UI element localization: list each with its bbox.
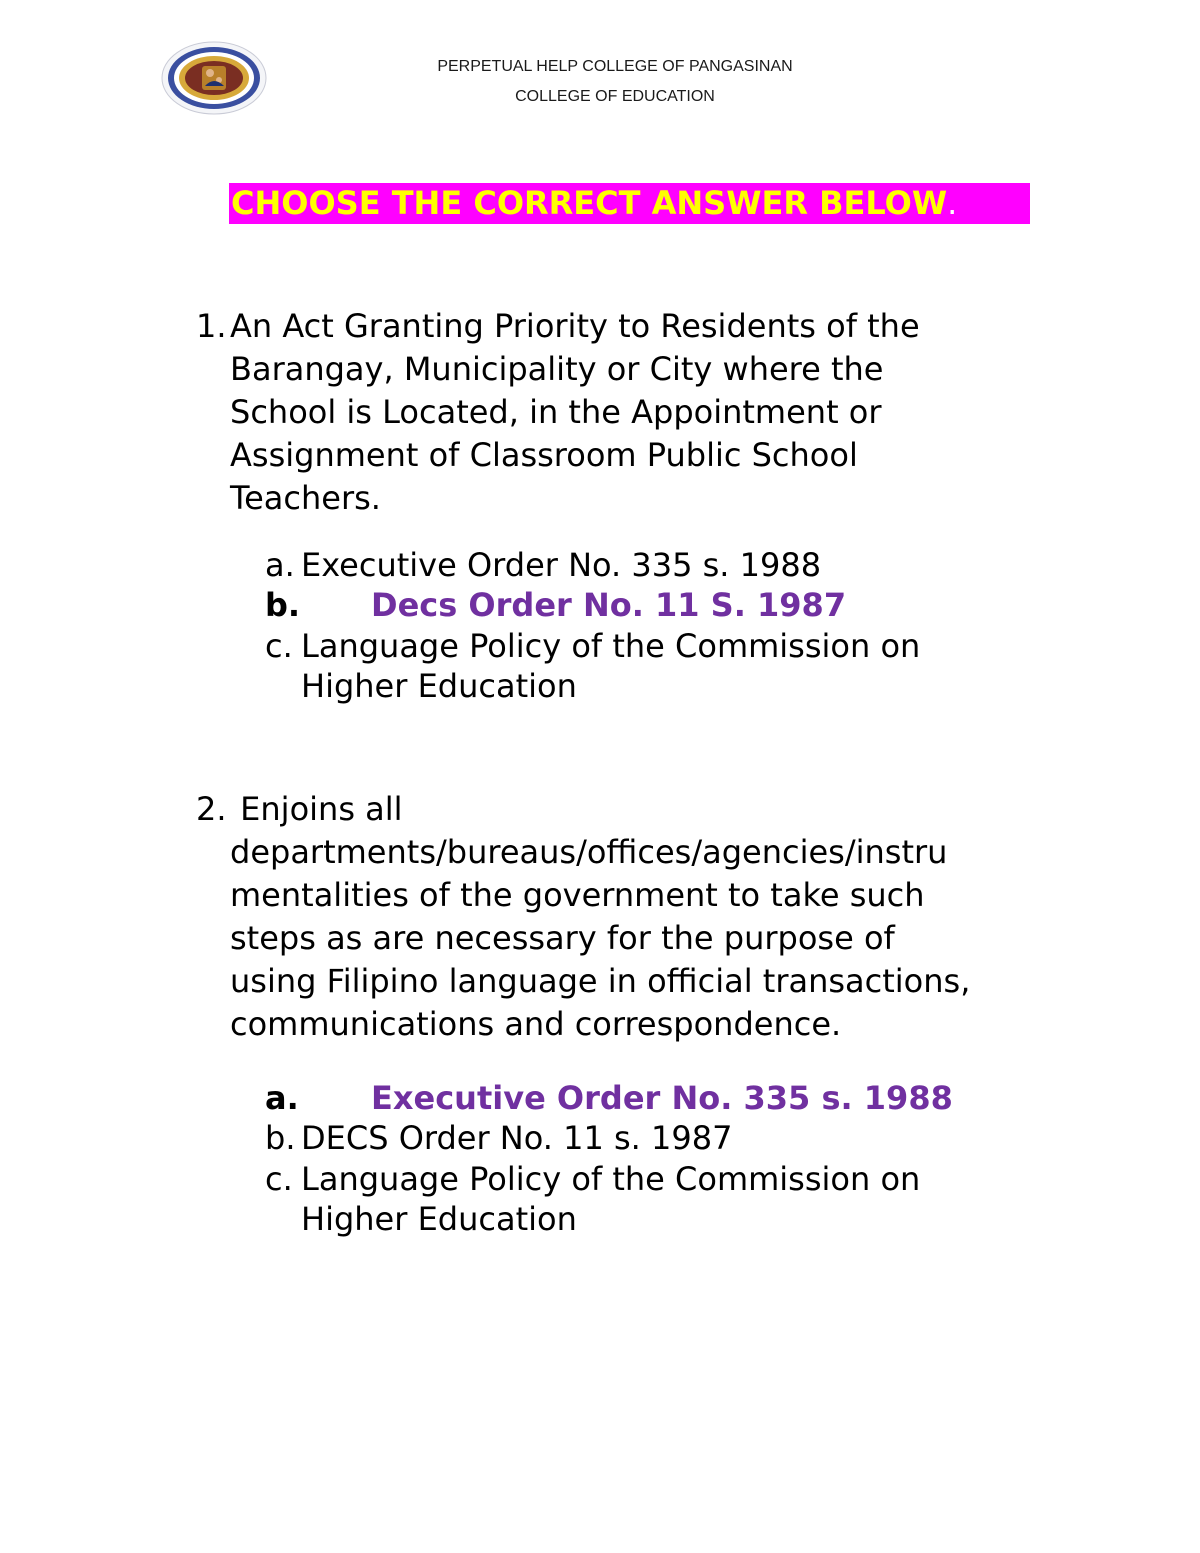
option-text: Higher Education	[301, 1200, 577, 1238]
question-number: 2.	[196, 790, 227, 828]
seal-logo-icon	[158, 40, 270, 116]
option-c	[265, 626, 920, 706]
question-text-line: departments/bureaus/offices/agencies/instru	[230, 833, 948, 871]
question-text-line: steps as are necessary for the purpose of	[230, 919, 895, 957]
option-c	[265, 1159, 920, 1239]
option-text: Higher Education	[301, 667, 577, 705]
option-text: Decs Order No. 11 S. 1987	[371, 586, 847, 624]
institution-name: PERPETUAL HELP COLLEGE OF PANGASINAN	[437, 58, 793, 75]
instruction-period: .	[947, 184, 958, 222]
instruction-banner	[229, 183, 1030, 224]
question-text-line: Barangay, Municipality or City where the	[230, 350, 884, 388]
option-b	[265, 1118, 732, 1158]
option-marker: c.	[265, 1160, 293, 1198]
question-text-line: mentalities of the government to take such	[230, 876, 925, 914]
question-text-line: An Act Granting Priority to Residents of the	[230, 307, 920, 345]
option-marker: a.	[265, 1079, 299, 1117]
department-name: COLLEGE OF EDUCATION	[515, 88, 715, 105]
question-text-line: Assignment of Classroom Public School	[230, 436, 858, 474]
option-text: Language Policy of the Commission on	[301, 1160, 921, 1198]
instruction-text: CHOOSE THE CORRECT ANSWER BELOW	[231, 184, 948, 222]
question-text-line: Enjoins all	[230, 790, 403, 828]
question-2	[196, 788, 1096, 1046]
question-number: 1.	[196, 307, 227, 345]
option-marker: b.	[265, 1119, 296, 1157]
question-text-line: School is Located, in the Appointment or	[230, 393, 882, 431]
option-text: Executive Order No. 335 s. 1988	[371, 1079, 953, 1117]
option-text: Executive Order No. 335 s. 1988	[301, 546, 822, 584]
option-marker: a.	[265, 546, 295, 584]
option-b-correct	[265, 585, 846, 625]
option-marker: c.	[265, 627, 293, 665]
question-1	[196, 305, 1096, 520]
question-text-line: Teachers.	[230, 479, 381, 517]
option-text: Language Policy of the Commission on	[301, 627, 921, 665]
question-text-line: communications and correspondence.	[230, 1005, 842, 1043]
option-marker: b.	[265, 586, 301, 624]
question-text-line: using Filipino language in official transactions,	[230, 962, 971, 1000]
option-a-correct	[265, 1078, 953, 1118]
option-text: DECS Order No. 11 s. 1987	[301, 1119, 733, 1157]
option-a	[265, 545, 821, 585]
